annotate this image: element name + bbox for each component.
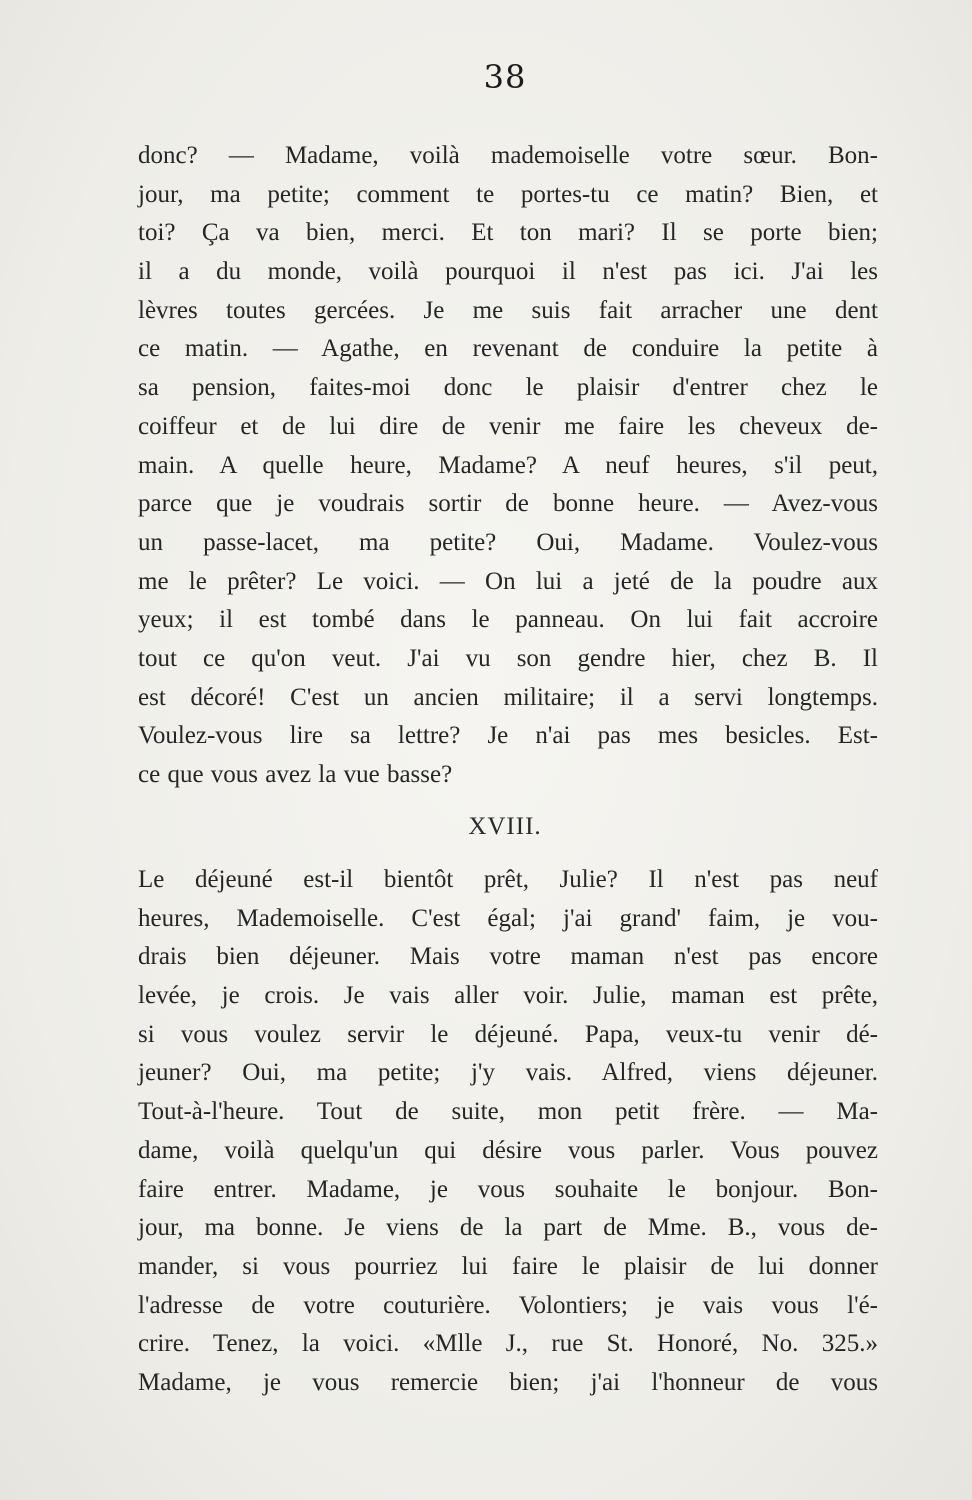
text-line: est décoré! C'est un ancien militaire; il a servi longtemps. — [138, 683, 878, 711]
text-line: ce matin. — Agathe, en revenant de conduire la petite à — [138, 335, 878, 363]
text-line: Le déjeuné est-il bientôt prêt, Julie? Il n'est pas neuf — [138, 866, 878, 893]
text-line: drais bien déjeuner. Mais votre maman n'est pas encore — [138, 943, 878, 971]
text-line: sa pension, faites-moi donc le plaisir d'entrer chez le — [138, 374, 878, 402]
page-number: 38 — [483, 58, 527, 96]
paragraph-1 — [138, 137, 878, 795]
text-line: heures, Mademoiselle. C'est égal; j'ai grand' faim, je vou- — [138, 904, 878, 932]
text-line: dame, voilà quelqu'un qui désire vous parler. Vous pouvez — [138, 1136, 878, 1164]
text-line: jeuner? Oui, ma petite; j'y vais. Alfred, viens déjeuner. — [138, 1059, 878, 1087]
text-line: ce que vous avez la vue basse? — [138, 761, 453, 788]
text-line: il a du monde, voilà pourquoi il n'est pas ici. J'ai les — [138, 258, 878, 286]
text-line: jour, ma bonne. Je viens de la part de Mme. B., vous de- — [138, 1214, 878, 1242]
text-line: donc? — Madame, voilà mademoiselle votre sœur. Bon- — [138, 142, 878, 169]
text-line: jour, ma petite; comment te portes-tu ce matin? Bien, et — [138, 180, 878, 208]
text-line: Tout-à-l'heure. Tout de suite, mon petit frère. — Ma- — [138, 1098, 878, 1126]
text-line: lèvres toutes gercées. Je me suis fait arracher une dent — [138, 296, 878, 324]
text-line: coiffeur et de lui dire de venir me faire les cheveux de- — [138, 412, 878, 440]
text-line: Madame, je vous remercie bien; j'ai l'honneur de vous — [138, 1368, 878, 1396]
paragraph-2 — [138, 861, 878, 1403]
text-line: si vous voulez servir le déjeuné. Papa, veux-tu venir dé- — [138, 1020, 878, 1048]
text-line: parce que je voudrais sortir de bonne heure. — Avez-vous — [138, 490, 878, 518]
text-line: toi? Ça va bien, merci. Et ton mari? Il se porte bien; — [138, 219, 878, 247]
section-heading: XVIII. — [468, 813, 542, 840]
text-line: me le prêter? Le voici. — On lui a jeté de la poudre aux — [138, 567, 878, 595]
text-line: crire. Tenez, la voici. «Mlle J., rue St. Honoré, No. 325.» — [138, 1330, 878, 1358]
text-line: mander, si vous pourriez lui faire le plaisir de lui donner — [138, 1252, 878, 1280]
text-line: main. A quelle heure, Madame? A neuf heures, s'il peut, — [138, 451, 878, 479]
text-line: tout ce qu'on veut. J'ai vu son gendre hier, chez B. Il — [138, 644, 878, 672]
text-line: faire entrer. Madame, je vous souhaite le bonjour. Bon- — [138, 1175, 878, 1203]
text-line: Voulez-vous lire sa lettre? Je n'ai pas mes besicles. Est- — [138, 722, 878, 750]
text-line: yeux; il est tombé dans le panneau. On lui fait accroire — [138, 606, 878, 634]
text-line: levée, je crois. Je vais aller voir. Julie, maman est prête, — [138, 982, 878, 1010]
text-line: l'adresse de votre couturière. Volontiers; je vais vous l'é- — [138, 1291, 878, 1319]
text-line: un passe-lacet, ma petite? Oui, Madame. Voulez-vous — [138, 528, 878, 556]
